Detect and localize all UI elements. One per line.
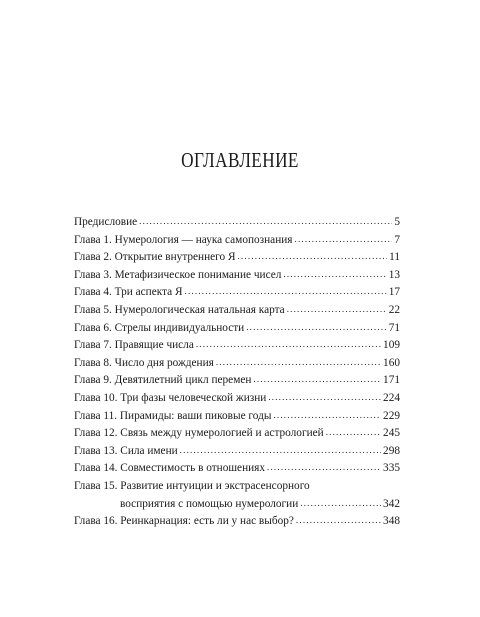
toc-entry-page: 7 [394, 233, 400, 246]
toc-entry-label: Глава 4. Три аспекта Я [74, 286, 183, 299]
toc-entry [74, 443, 400, 461]
toc-entry [74, 214, 400, 232]
toc-entry-page: 348 [383, 515, 400, 528]
toc-entry-label: Глава 5. Нумерологическая натальная карта [74, 303, 285, 316]
toc-entry [74, 355, 400, 373]
leader-dots [273, 407, 381, 425]
toc-entry-label: Глава 12. Связь между нумерологией и астрологией [74, 427, 324, 440]
leader-dots [196, 336, 381, 354]
leader-dots [283, 266, 386, 284]
table-of-contents [74, 214, 400, 531]
toc-entry-label: Глава 7. Правящие числа [74, 339, 194, 352]
toc-entry [74, 302, 400, 320]
toc-entry [74, 513, 400, 531]
toc-entry-label: Глава 2. Открытие внутреннего Я [74, 251, 236, 264]
toc-entry-label: Глава 15. Развитие интуиции и экстрасенсорного [74, 479, 310, 492]
toc-entry-page: 22 [388, 303, 400, 316]
toc-entry [74, 267, 400, 285]
toc-entry-label: Глава 13. Сила имени [74, 444, 178, 457]
toc-entry [74, 372, 400, 390]
toc-entry-label: Глава 16. Реинкарнация: есть ли у нас выбор? [74, 515, 294, 528]
leader-dots [185, 283, 387, 301]
toc-entry-label: Предисловие [74, 216, 138, 228]
toc-entry-label: Глава 10. Три фазы человеческой жизни [74, 391, 267, 404]
toc-entry [74, 425, 400, 443]
toc-entry [74, 390, 400, 408]
toc-entry-page: 342 [383, 497, 400, 510]
toc-entry-page: 171 [383, 374, 400, 387]
toc-entry [74, 249, 400, 267]
toc-entry-label-continued: восприятия с помощью нумерологии [120, 497, 299, 510]
leader-dots [326, 424, 381, 442]
leader-dots [238, 248, 388, 266]
toc-entry [74, 408, 400, 426]
toc-entry-page: 17 [388, 286, 400, 299]
toc-entry [74, 284, 400, 302]
leader-dots [180, 442, 381, 460]
leader-dots [300, 495, 381, 513]
toc-entry-label: Глава 3. Метафизическое понимание чисел [74, 268, 282, 281]
leader-dots [216, 354, 381, 372]
page-title: ОГЛАВЛЕНИЕ [181, 148, 299, 172]
toc-entry-page: 11 [389, 251, 400, 264]
toc-entry [74, 320, 400, 338]
leader-dots [296, 512, 381, 530]
toc-entry-page: 71 [388, 321, 400, 334]
leader-dots [295, 231, 393, 249]
toc-entry [74, 337, 400, 355]
toc-entry-label: Глава 8. Число дня рождения [74, 356, 214, 369]
toc-entry-label: Глава 1. Нумерология — наука самопознания [74, 233, 293, 246]
toc-entry [74, 232, 400, 250]
toc-entry-page: 5 [394, 216, 400, 228]
toc-entry-label: Глава 11. Пирамиды: ваши пиковые годы [74, 409, 272, 422]
toc-entry-page: 335 [383, 462, 400, 475]
leader-dots [139, 213, 392, 231]
toc-entry-label: Глава 6. Стрелы индивидуальности [74, 321, 245, 334]
toc-entry-page: 13 [388, 268, 400, 281]
toc-entry-page: 229 [383, 409, 400, 422]
toc-entry-label: Глава 14. Совместимость в отношениях [74, 462, 266, 475]
toc-entry-continuation [74, 496, 400, 514]
toc-entry-page: 245 [383, 427, 400, 440]
toc-entry-page: 160 [383, 356, 400, 369]
toc-entry-page: 298 [383, 444, 400, 457]
leader-dots [246, 319, 386, 337]
leader-dots [268, 389, 381, 407]
toc-entry [74, 478, 400, 496]
leader-dots [287, 301, 387, 319]
toc-entry-page: 109 [383, 339, 400, 352]
toc-entry-page: 224 [383, 391, 400, 404]
toc-entry-label: Глава 9. Девятилетний цикл перемен [74, 374, 252, 387]
leader-dots [253, 371, 381, 389]
toc-entry [74, 460, 400, 478]
leader-dots [267, 459, 381, 477]
